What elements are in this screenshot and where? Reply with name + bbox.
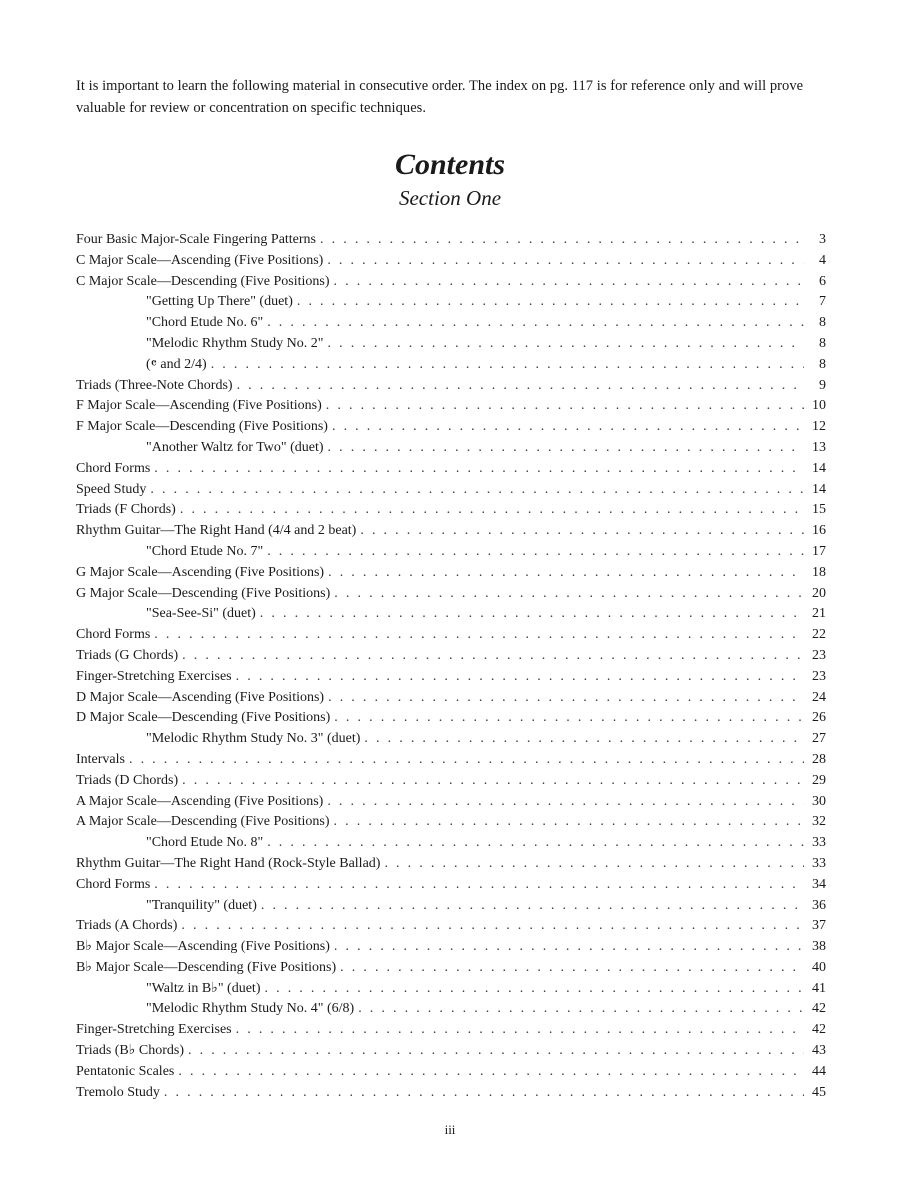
toc-entry: [76, 812, 826, 833]
dot-leader: [327, 792, 804, 813]
toc-entry-page: 23: [812, 668, 826, 684]
dot-leader: [236, 1020, 804, 1041]
toc-entry-page: 18: [812, 564, 826, 580]
toc-entry-title: D Major Scale—Descending (Five Positions): [76, 710, 331, 726]
toc-entry-title: Triads (A Chords): [76, 918, 178, 934]
dot-leader: [360, 521, 804, 542]
toc-entry-title: Four Basic Major-Scale Fingering Patterns: [76, 232, 317, 247]
toc-entry-title: A Major Scale—Descending (Five Positions): [76, 814, 330, 830]
dot-leader: [326, 396, 804, 417]
toc-entry: [76, 1041, 826, 1062]
toc-entry-title: F Major Scale—Descending (Five Positions): [76, 419, 328, 435]
table-of-contents: [76, 230, 826, 1103]
dot-leader: [188, 1041, 804, 1062]
dot-leader: [267, 833, 804, 854]
toc-entry: [76, 417, 826, 438]
dot-leader: [182, 646, 804, 667]
toc-entry-title: "Tranquility" (duet): [146, 897, 257, 913]
toc-entry-title: C Major Scale—Ascending (Five Positions): [76, 252, 324, 268]
toc-entry-title: F Major Scale—Ascending (Five Positions): [76, 398, 322, 414]
toc-entry-page: 34: [812, 876, 826, 892]
toc-entry: [76, 771, 826, 792]
toc-entry-page: 45: [812, 1084, 826, 1100]
page-title: Contents: [394, 148, 506, 181]
toc-entry: [76, 500, 826, 521]
toc-entry: [76, 646, 826, 667]
toc-entry-page: 12: [812, 419, 826, 435]
toc-entry-page: 28: [812, 751, 826, 767]
toc-entry-title: D Major Scale—Ascending (Five Positions): [76, 689, 325, 705]
toc-entry: [76, 459, 826, 480]
toc-entry-title: "Another Waltz for Two" (duet): [146, 439, 324, 455]
toc-entry-title: "Sea-See-Si" (duet): [146, 606, 256, 622]
toc-entry-page: 14: [812, 481, 826, 497]
toc-entry-page: 8: [819, 356, 826, 372]
toc-entry-page: 44: [812, 1063, 826, 1079]
toc-entry-page: 22: [812, 627, 826, 643]
toc-entry-title: "Chord Etude No. 6": [146, 315, 264, 331]
toc-entry-title: "Chord Etude No. 8": [146, 835, 264, 851]
toc-entry: [76, 854, 826, 875]
dot-leader: [332, 417, 804, 438]
toc-entry-title: Finger-Stretching Exercises: [76, 668, 232, 684]
toc-entry-page: 8: [819, 335, 826, 351]
dot-leader: [180, 500, 804, 521]
dot-leader: [154, 625, 804, 646]
toc-entry-title: A Major Scale—Ascending (Five Positions): [76, 793, 324, 809]
toc-entry-page: 40: [812, 959, 826, 975]
dot-leader: [265, 979, 805, 1000]
toc-entry-page: 42: [812, 1022, 826, 1038]
dot-leader: [358, 999, 804, 1020]
dot-leader: [334, 812, 804, 833]
toc-entry-title: (𝄴 and 2/4): [146, 356, 207, 372]
toc-entry-page: 29: [812, 772, 826, 788]
dot-leader: [334, 272, 804, 293]
toc-entry: [76, 355, 826, 376]
toc-entry: [76, 916, 826, 937]
toc-entry-title: Chord Forms: [76, 627, 151, 643]
toc-entry-page: 37: [812, 918, 826, 934]
toc-entry-page: 41: [812, 980, 826, 996]
toc-entry-title: Chord Forms: [76, 876, 151, 892]
toc-entry: [76, 376, 826, 397]
toc-entry: [76, 729, 826, 750]
toc-entry-title: Intervals: [76, 751, 125, 767]
toc-entry: [76, 251, 826, 272]
toc-entry: [76, 1083, 826, 1104]
toc-entry-title: Rhythm Guitar—The Right Hand (4/4 and 2 beat): [76, 523, 357, 539]
dot-leader: [267, 542, 804, 563]
toc-entry-title: Tremolo Study: [76, 1084, 160, 1100]
toc-entry: [76, 604, 826, 625]
dot-leader: [328, 563, 804, 584]
toc-entry-page: 4: [819, 252, 826, 268]
toc-entry: [76, 1062, 826, 1083]
toc-entry-page: 8: [819, 315, 826, 331]
dot-leader: [181, 916, 804, 937]
toc-entry-page: 23: [812, 647, 826, 663]
toc-entry: [76, 292, 826, 313]
toc-entry-page: 7: [819, 294, 826, 310]
toc-entry-page: 16: [812, 523, 826, 539]
toc-entry: [76, 584, 826, 605]
toc-entry-page: 21: [812, 606, 826, 622]
dot-leader: [384, 854, 804, 875]
toc-entry: [76, 542, 826, 563]
toc-entry-page: 10: [812, 398, 826, 414]
toc-entry-title: "Waltz in B♭" (duet): [146, 980, 261, 996]
dot-leader: [178, 1062, 804, 1083]
toc-entry-title: Triads (G Chords): [76, 647, 179, 663]
toc-entry: [76, 979, 826, 1000]
toc-entry-title: Finger-Stretching Exercises: [76, 1022, 232, 1038]
toc-entry-page: 30: [812, 793, 826, 809]
toc-entry-page: 9: [819, 377, 826, 393]
toc-entry-title: Triads (F Chords): [76, 502, 176, 518]
toc-entry-page: 26: [812, 710, 826, 726]
toc-entry-title: G Major Scale—Ascending (Five Positions): [76, 564, 325, 580]
toc-entry: [76, 792, 826, 813]
toc-entry: [76, 667, 826, 688]
toc-entry: [76, 521, 826, 542]
toc-entry-page: 24: [812, 689, 826, 705]
toc-entry-page: 14: [812, 460, 826, 476]
dot-leader: [340, 958, 804, 979]
dot-leader: [328, 334, 805, 355]
toc-entry: [76, 1020, 826, 1041]
toc-entry: [76, 625, 826, 646]
toc-entry-page: 13: [812, 439, 826, 455]
toc-entry: [76, 688, 826, 709]
toc-entry-page: 38: [812, 939, 826, 955]
toc-entry: [76, 272, 826, 293]
section-subtitle: Section One: [398, 186, 502, 210]
toc-entry-title: Triads (B♭ Chords): [76, 1043, 184, 1059]
toc-entry-title: Triads (D Chords): [76, 772, 179, 788]
dot-leader: [154, 459, 804, 480]
toc-entry: [76, 896, 826, 917]
toc-entry-title: G Major Scale—Descending (Five Positions): [76, 585, 331, 601]
toc-entry: [76, 708, 826, 729]
toc-entry: [76, 875, 826, 896]
dot-leader: [320, 230, 804, 251]
dot-leader: [267, 313, 804, 334]
toc-entry: [76, 438, 826, 459]
toc-entry: [76, 480, 826, 501]
toc-entry-title: "Melodic Rhythm Study No. 2": [146, 335, 324, 351]
toc-entry: [76, 999, 826, 1020]
dot-leader: [211, 355, 804, 376]
dot-leader: [150, 480, 804, 501]
toc-entry-page: 33: [812, 835, 826, 851]
toc-entry-page: 15: [812, 502, 826, 518]
toc-entry-title: C Major Scale—Descending (Five Positions): [76, 273, 330, 289]
toc-entry: [76, 833, 826, 854]
toc-entry-page: 36: [812, 897, 826, 913]
dot-leader: [237, 376, 804, 397]
toc-entry-page: 17: [812, 543, 826, 559]
toc-entry: [76, 334, 826, 355]
dot-leader: [327, 251, 804, 272]
toc-entry: [76, 230, 826, 251]
toc-entry-title: Triads (Three-Note Chords): [76, 377, 233, 393]
toc-entry-title: "Getting Up There" (duet): [146, 294, 293, 310]
dot-leader: [297, 292, 804, 313]
dot-leader: [164, 1083, 804, 1104]
toc-entry-page: 43: [812, 1043, 826, 1059]
toc-entry-page: 6: [819, 273, 826, 289]
toc-entry-title: Speed Study: [76, 481, 147, 497]
toc-entry-title: B♭ Major Scale—Descending (Five Positions): [76, 959, 337, 975]
toc-entry: [76, 396, 826, 417]
toc-entry-title: B♭ Major Scale—Ascending (Five Positions): [76, 939, 330, 955]
dot-leader: [328, 688, 804, 709]
toc-entry-title: "Melodic Rhythm Study No. 4" (6/8): [146, 1001, 355, 1017]
dot-leader: [129, 750, 804, 771]
dot-leader: [182, 771, 804, 792]
toc-entry-title: "Chord Etude No. 7": [146, 543, 264, 559]
toc-entry-title: Chord Forms: [76, 460, 151, 476]
dot-leader: [154, 875, 804, 896]
toc-entry: [76, 563, 826, 584]
dot-leader: [364, 729, 804, 750]
page-number: iii: [444, 1122, 456, 1137]
toc-entry-page: 20: [812, 585, 826, 601]
dot-leader: [261, 896, 804, 917]
toc-entry: [76, 750, 826, 771]
toc-entry: [76, 958, 826, 979]
dot-leader: [334, 708, 804, 729]
dot-leader: [334, 937, 804, 958]
dot-leader: [236, 667, 804, 688]
toc-entry: [76, 313, 826, 334]
dot-leader: [260, 604, 804, 625]
intro-paragraph: It is important to learn the following material in consecutive order. The index on pg. 117 is for reference only and will prove valuable for review or concentration on specific techniques.: [76, 77, 804, 116]
dot-leader: [334, 584, 804, 605]
toc-entry-page: 33: [812, 855, 826, 871]
toc-entry-page: 3: [819, 232, 826, 247]
toc-entry-page: 32: [812, 814, 826, 830]
toc-entry: [76, 937, 826, 958]
dot-leader: [328, 438, 804, 459]
toc-entry-title: Rhythm Guitar—The Right Hand (Rock-Style Ballad): [76, 855, 381, 871]
toc-entry-title: "Melodic Rhythm Study No. 3" (duet): [146, 731, 361, 747]
toc-entry-page: 27: [812, 731, 826, 747]
toc-entry-page: 42: [812, 1001, 826, 1017]
toc-entry-title: Pentatonic Scales: [76, 1063, 175, 1079]
